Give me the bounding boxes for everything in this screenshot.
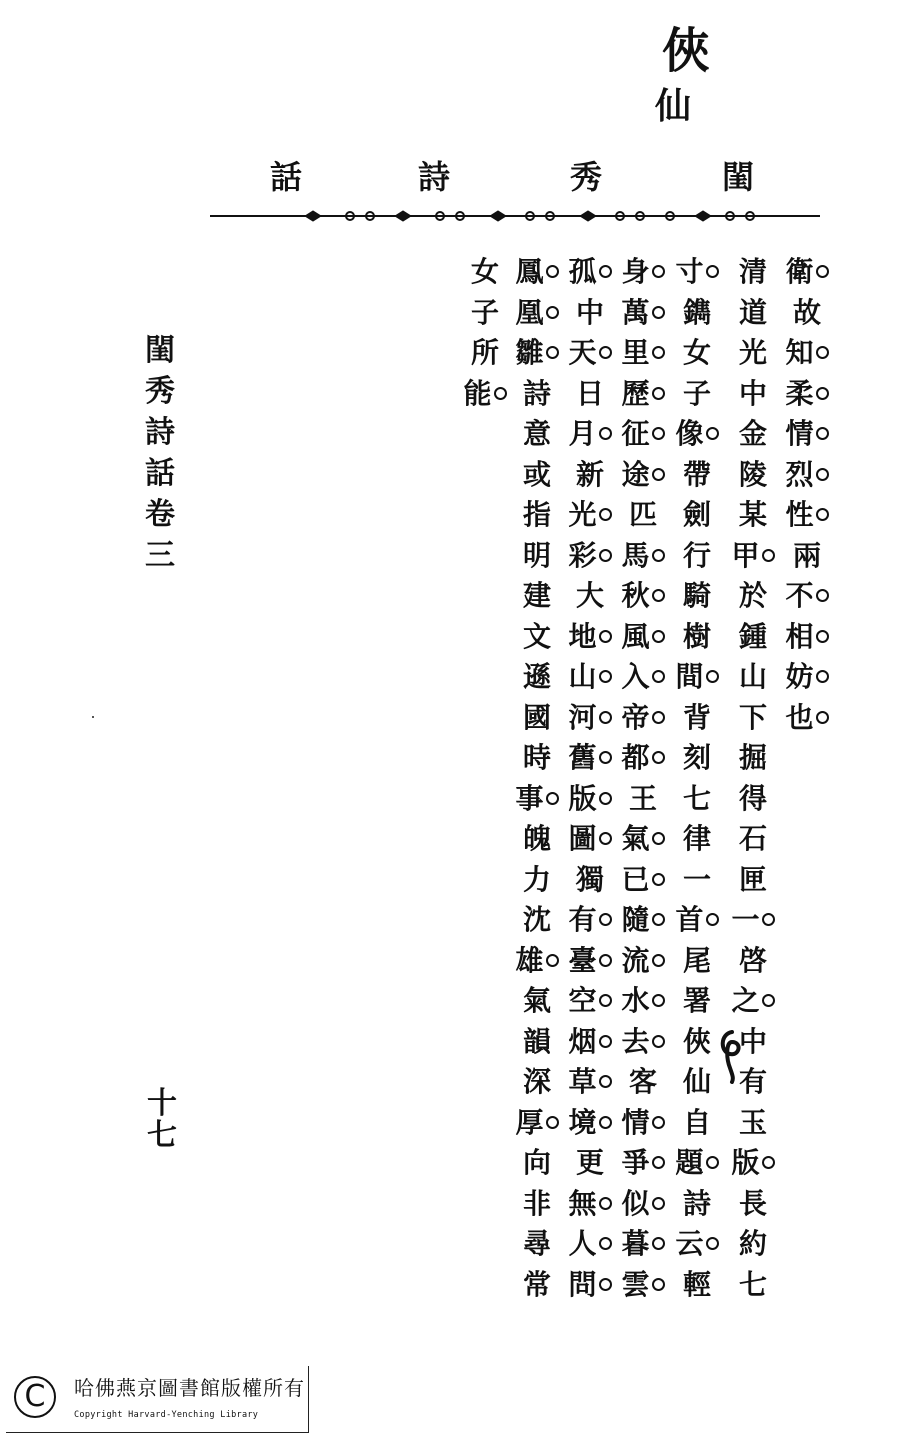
punctuation-circle (652, 468, 665, 481)
punctuation-circle (816, 589, 829, 602)
text-char: 劍 (682, 498, 711, 531)
text-char: 七 (682, 781, 711, 815)
text-char: 彩 (565, 536, 615, 577)
runner-char-3: 詩 (418, 158, 451, 196)
text-char: 刻 (682, 741, 711, 774)
punctuation-circle (652, 589, 665, 602)
text-char: 知 (782, 333, 832, 374)
punctuation-circle (816, 468, 829, 481)
header-char-xia: 俠 (662, 23, 711, 79)
text-char: 帶 (682, 457, 711, 491)
text-char: 某 (738, 498, 767, 531)
punctuation-circle (546, 306, 559, 319)
text-column-3 (672, 252, 722, 1305)
text-char: 石 (738, 822, 767, 855)
text-char: 魄 (522, 822, 551, 855)
text-char: 河 (565, 698, 615, 739)
punctuation-circle (599, 549, 612, 562)
punctuation-circle (652, 1035, 665, 1048)
text-char: 似 (618, 1184, 668, 1225)
punctuation-circle (816, 508, 829, 521)
text-char: 暮 (618, 1224, 668, 1265)
runner-char-4: 話 (270, 158, 303, 196)
text-char: 空 (565, 981, 615, 1022)
ornamental-rule (210, 204, 820, 228)
text-char: 孤 (565, 252, 615, 293)
text-char: 入 (618, 657, 668, 698)
text-char: 性 (782, 495, 832, 536)
text-column-1 (782, 252, 832, 738)
text-char: 首 (672, 900, 722, 941)
text-char: 王 (628, 781, 657, 815)
punctuation-circle (599, 1116, 612, 1129)
punctuation-circle (706, 265, 719, 278)
text-char: 中 (575, 295, 604, 329)
text-char: 詩 (682, 1186, 711, 1220)
text-char: 掘 (738, 741, 767, 774)
text-char: 輕 (682, 1267, 711, 1301)
punctuation-circle (816, 670, 829, 683)
punctuation-circle (652, 387, 665, 400)
text-char: 七 (738, 1267, 767, 1301)
text-char: 意 (522, 417, 551, 450)
runner-char-1: 閨 (722, 158, 755, 196)
text-char: 俠 (682, 1024, 711, 1058)
punctuation-circle (599, 670, 612, 683)
punctuation-circle (706, 1237, 719, 1250)
text-char: 詩 (522, 376, 551, 410)
text-column-5 (565, 252, 615, 1305)
text-char: 非 (522, 1186, 551, 1220)
punctuation-circle (652, 832, 665, 845)
text-char: 指 (522, 498, 551, 531)
text-char: 氣 (522, 984, 551, 1017)
punctuation-circle (599, 346, 612, 359)
ink-speck (92, 716, 94, 718)
text-char: 時 (522, 741, 551, 774)
punctuation-circle (599, 792, 612, 805)
punctuation-circle (599, 1197, 612, 1210)
title-char: 詩 (145, 415, 175, 450)
punctuation-circle (599, 427, 612, 440)
punctuation-circle (652, 1278, 665, 1291)
text-char: 有 (738, 1065, 767, 1098)
title-char: 話 (145, 456, 175, 491)
text-char: 鐫 (682, 295, 711, 329)
punctuation-circle (599, 954, 612, 967)
header-char-xian: 仙 (655, 85, 692, 127)
text-char: 沈 (522, 903, 551, 936)
text-char: 中 (738, 376, 767, 410)
page-number (142, 1088, 182, 1152)
page-number-char: 七 (147, 1118, 177, 1153)
text-char: 衛 (782, 252, 832, 293)
text-char: 情 (618, 1103, 668, 1144)
text-char: 仙 (682, 1065, 711, 1098)
text-char: 光 (738, 336, 767, 369)
punctuation-circle (652, 670, 665, 683)
text-char: 更 (575, 1146, 604, 1179)
text-char: 署 (682, 984, 711, 1017)
punctuation-circle (599, 832, 612, 845)
text-column-6 (512, 252, 562, 1305)
text-char: 明 (522, 538, 551, 572)
punctuation-circle (652, 751, 665, 764)
title-char: 閨 (145, 333, 175, 368)
text-char: 行 (682, 538, 711, 572)
text-char: 帝 (618, 698, 668, 739)
running-title (240, 152, 820, 202)
text-char: 所 (470, 336, 499, 369)
punctuation-circle (599, 265, 612, 278)
text-char: 子 (682, 376, 711, 410)
text-char: 草 (565, 1062, 615, 1103)
punctuation-circle (599, 1237, 612, 1250)
copyright-chinese: 哈佛燕京圖書館版權所有 (74, 1376, 305, 1400)
punctuation-circle (546, 792, 559, 805)
text-char: 氣 (618, 819, 668, 860)
text-char: 烈 (782, 455, 832, 496)
text-char: 山 (738, 660, 767, 693)
text-char: 女 (470, 255, 499, 288)
text-column-4 (618, 252, 668, 1305)
text-char: 鳳 (512, 252, 562, 293)
text-char: 去 (618, 1022, 668, 1063)
punctuation-circle (816, 265, 829, 278)
text-char: 身 (618, 252, 668, 293)
text-char: 清 (738, 255, 767, 288)
punctuation-circle (546, 265, 559, 278)
punctuation-circle (816, 630, 829, 643)
text-char: 有 (565, 900, 615, 941)
punctuation-circle (599, 1075, 612, 1088)
text-char: 途 (618, 455, 668, 496)
text-char: 於 (738, 579, 767, 612)
punctuation-circle (706, 913, 719, 926)
text-char: 版 (565, 779, 615, 820)
text-char: 尋 (522, 1227, 551, 1260)
text-char: 版 (728, 1143, 778, 1184)
ink-flourish (716, 1028, 746, 1084)
copyright-stamp (6, 1366, 309, 1433)
text-char: 故 (792, 295, 821, 329)
text-char: 之 (728, 981, 778, 1022)
text-char: 道 (738, 295, 767, 329)
text-char: 題 (672, 1143, 722, 1184)
text-char: 萬 (618, 293, 668, 334)
title-char: 卷 (145, 497, 175, 532)
text-char: 子 (470, 295, 499, 329)
text-char: 甲 (728, 536, 778, 577)
text-char: 不 (782, 576, 832, 617)
text-char: 兩 (792, 538, 821, 572)
text-char: 陵 (738, 457, 767, 491)
text-char: 一 (682, 862, 711, 896)
text-char: 建 (522, 579, 551, 612)
text-char: 尾 (682, 943, 711, 977)
punctuation-circle (706, 670, 719, 683)
text-char: 間 (672, 657, 722, 698)
text-char: 客 (628, 1065, 657, 1098)
punctuation-circle (762, 913, 775, 926)
text-char: 寸 (672, 252, 722, 293)
punctuation-circle (706, 427, 719, 440)
punctuation-circle (599, 630, 612, 643)
text-char: 匹 (628, 498, 657, 531)
punctuation-circle (652, 1156, 665, 1169)
punctuation-circle (652, 1237, 665, 1250)
text-char: 天 (565, 333, 615, 374)
punctuation-circle (816, 346, 829, 359)
text-char: 隨 (618, 900, 668, 941)
text-char: 雄 (512, 941, 562, 982)
text-char: 舊 (565, 738, 615, 779)
text-char: 背 (682, 700, 711, 734)
text-char: 新 (575, 457, 604, 491)
text-char: 無 (565, 1184, 615, 1225)
text-char: 流 (618, 941, 668, 982)
text-char: 下 (738, 700, 767, 734)
copyright-icon: C (14, 1376, 56, 1418)
text-char: 遜 (522, 660, 551, 693)
text-char: 雲 (618, 1265, 668, 1306)
punctuation-circle (816, 427, 829, 440)
text-char: 一 (728, 900, 778, 941)
punctuation-circle (652, 954, 665, 967)
text-char: 長 (738, 1186, 767, 1220)
text-char: 女 (682, 336, 711, 369)
text-char: 相 (782, 617, 832, 658)
text-char: 啓 (738, 943, 767, 977)
text-char: 律 (682, 822, 711, 855)
text-char: 或 (522, 457, 551, 491)
text-char: 騎 (682, 579, 711, 612)
punctuation-circle (652, 427, 665, 440)
book-title-vertical (140, 330, 180, 576)
punctuation-circle (546, 954, 559, 967)
punctuation-circle (599, 1035, 612, 1048)
text-char: 中 (738, 1024, 767, 1058)
text-char: 雛 (512, 333, 562, 374)
text-char: 國 (522, 700, 551, 734)
punctuation-circle (652, 913, 665, 926)
text-char: 匣 (738, 862, 767, 896)
punctuation-circle (652, 711, 665, 724)
text-char: 光 (565, 495, 615, 536)
punctuation-circle (652, 630, 665, 643)
text-char: 問 (565, 1265, 615, 1306)
text-char: 日 (575, 376, 604, 410)
copyright-english: Copyright Harvard-Yenching Library (74, 1410, 259, 1420)
text-char: 水 (618, 981, 668, 1022)
text-char: 文 (522, 619, 551, 653)
punctuation-circle (652, 1116, 665, 1129)
punctuation-circle (599, 994, 612, 1007)
text-char: 力 (522, 862, 551, 896)
text-char: 山 (565, 657, 615, 698)
text-column-2 (728, 252, 778, 1305)
punctuation-circle (762, 994, 775, 1007)
text-char: 情 (782, 414, 832, 455)
punctuation-circle (652, 306, 665, 319)
text-char: 金 (738, 417, 767, 450)
text-char: 玉 (738, 1105, 767, 1139)
punctuation-circle (652, 265, 665, 278)
text-char: 臺 (565, 941, 615, 982)
punctuation-circle (494, 387, 507, 400)
title-char: 秀 (145, 374, 175, 409)
punctuation-circle (652, 873, 665, 886)
text-char: 地 (565, 617, 615, 658)
text-char: 韻 (522, 1024, 551, 1058)
punctuation-circle (652, 549, 665, 562)
text-char: 秋 (618, 576, 668, 617)
text-char: 人 (565, 1224, 615, 1265)
text-char: 境 (565, 1103, 615, 1144)
text-char: 深 (522, 1065, 551, 1098)
punctuation-circle (599, 1278, 612, 1291)
text-char: 烟 (565, 1022, 615, 1063)
text-char: 歷 (618, 374, 668, 415)
text-char: 征 (618, 414, 668, 455)
punctuation-circle (652, 1197, 665, 1210)
text-char: 樹 (682, 619, 711, 653)
runner-char-2: 秀 (570, 158, 603, 196)
text-char: 里 (618, 333, 668, 374)
text-char: 已 (618, 860, 668, 901)
title-char: 三 (145, 538, 175, 573)
text-char: 厚 (512, 1103, 562, 1144)
punctuation-circle (599, 711, 612, 724)
punctuation-circle (816, 711, 829, 724)
punctuation-circle (816, 387, 829, 400)
punctuation-circle (599, 508, 612, 521)
text-char: 也 (782, 698, 832, 739)
punctuation-circle (652, 346, 665, 359)
text-char: 向 (522, 1146, 551, 1179)
text-char: 柔 (782, 374, 832, 415)
text-char: 云 (672, 1224, 722, 1265)
punctuation-circle (652, 994, 665, 1007)
text-column-7 (460, 252, 510, 414)
text-char: 約 (738, 1227, 767, 1260)
text-char: 得 (738, 781, 767, 815)
text-char: 爭 (618, 1143, 668, 1184)
text-char: 馬 (618, 536, 668, 577)
punctuation-circle (762, 1156, 775, 1169)
text-char: 能 (460, 374, 510, 415)
text-char: 凰 (512, 293, 562, 334)
text-char: 妨 (782, 657, 832, 698)
punctuation-circle (546, 1116, 559, 1129)
punctuation-circle (706, 1156, 719, 1169)
text-char: 月 (565, 414, 615, 455)
text-char: 獨 (575, 862, 604, 896)
text-char: 圖 (565, 819, 615, 860)
punctuation-circle (762, 549, 775, 562)
page-number-char: 十 (147, 1086, 177, 1121)
punctuation-circle (546, 346, 559, 359)
text-char: 自 (682, 1105, 711, 1139)
text-char: 事 (512, 779, 562, 820)
text-char: 風 (618, 617, 668, 658)
punctuation-circle (599, 913, 612, 926)
text-char: 都 (618, 738, 668, 779)
text-char: 大 (575, 579, 604, 612)
text-char: 像 (672, 414, 722, 455)
punctuation-circle (599, 751, 612, 764)
text-char: 鍾 (738, 619, 767, 653)
text-char: 常 (522, 1267, 551, 1301)
